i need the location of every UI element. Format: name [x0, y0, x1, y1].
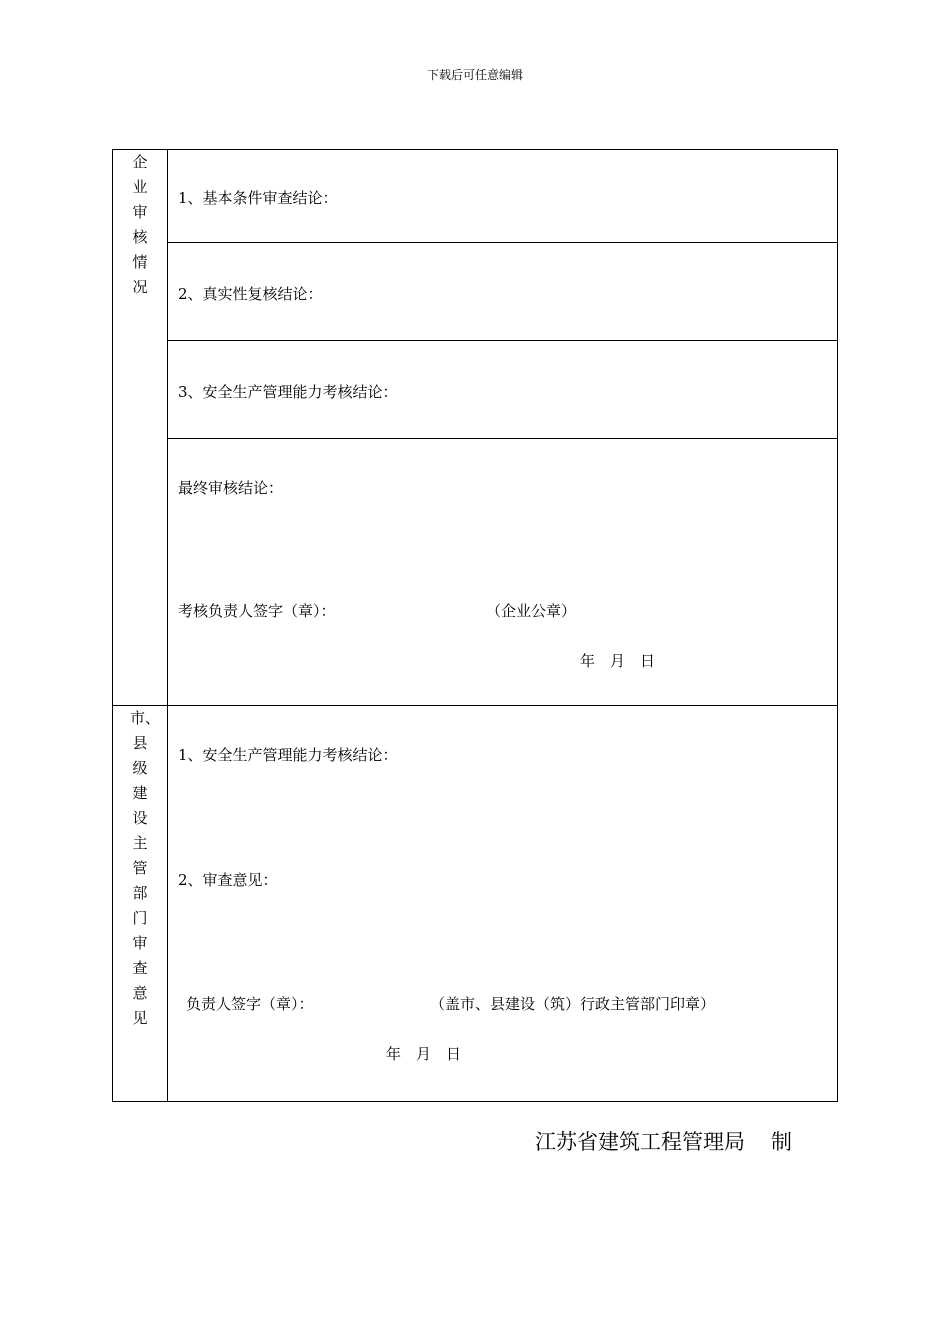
safety-capability-cell[interactable] [168, 341, 838, 439]
header-note: 下载后可任意编辑 [426, 68, 523, 82]
authority-date-label: 年 月 日 [386, 1045, 462, 1063]
authority-review-side-label [113, 706, 168, 1102]
footer-issuer [535, 1126, 792, 1156]
basic-conditions-cell[interactable] [168, 150, 838, 243]
authority-seal-label: （盖市、县建设（筑）行政主管部门印章） [430, 995, 716, 1013]
final-conclusion-label: 最终审核结论： [178, 479, 284, 497]
authority-review-cell[interactable] [168, 706, 838, 1102]
assessor-signature-label: 考核负责人签字（章）： [178, 602, 336, 620]
authenticity-label: 2、真实性复核结论： [178, 285, 323, 303]
enterprise-review-side-text: 企业审核情况 [132, 153, 148, 296]
enterprise-date-label: 年 月 日 [580, 652, 656, 670]
safety-capability-label: 3、安全生产管理能力考核结论： [178, 383, 398, 401]
enterprise-review-side-label [113, 150, 168, 706]
authority-signature-label: 负责人签字（章）： [186, 995, 314, 1013]
review-form-table [112, 149, 838, 1102]
authority-review-side-text: 市、县级建设主管部门审查意见 [130, 709, 161, 1027]
authority-safety-capability-label: 1、安全生产管理能力考核结论： [178, 746, 398, 764]
enterprise-seal-label: （企业公章） [486, 602, 577, 620]
issuer-name: 江苏省建筑工程管理局 [535, 1130, 745, 1154]
issuer-suffix: 制 [771, 1130, 792, 1154]
basic-conditions-label: 1、基本条件审查结论： [178, 189, 338, 207]
review-opinion-label: 2、审查意见： [178, 871, 278, 889]
final-conclusion-cell[interactable] [168, 439, 838, 706]
authenticity-cell[interactable] [168, 243, 838, 341]
